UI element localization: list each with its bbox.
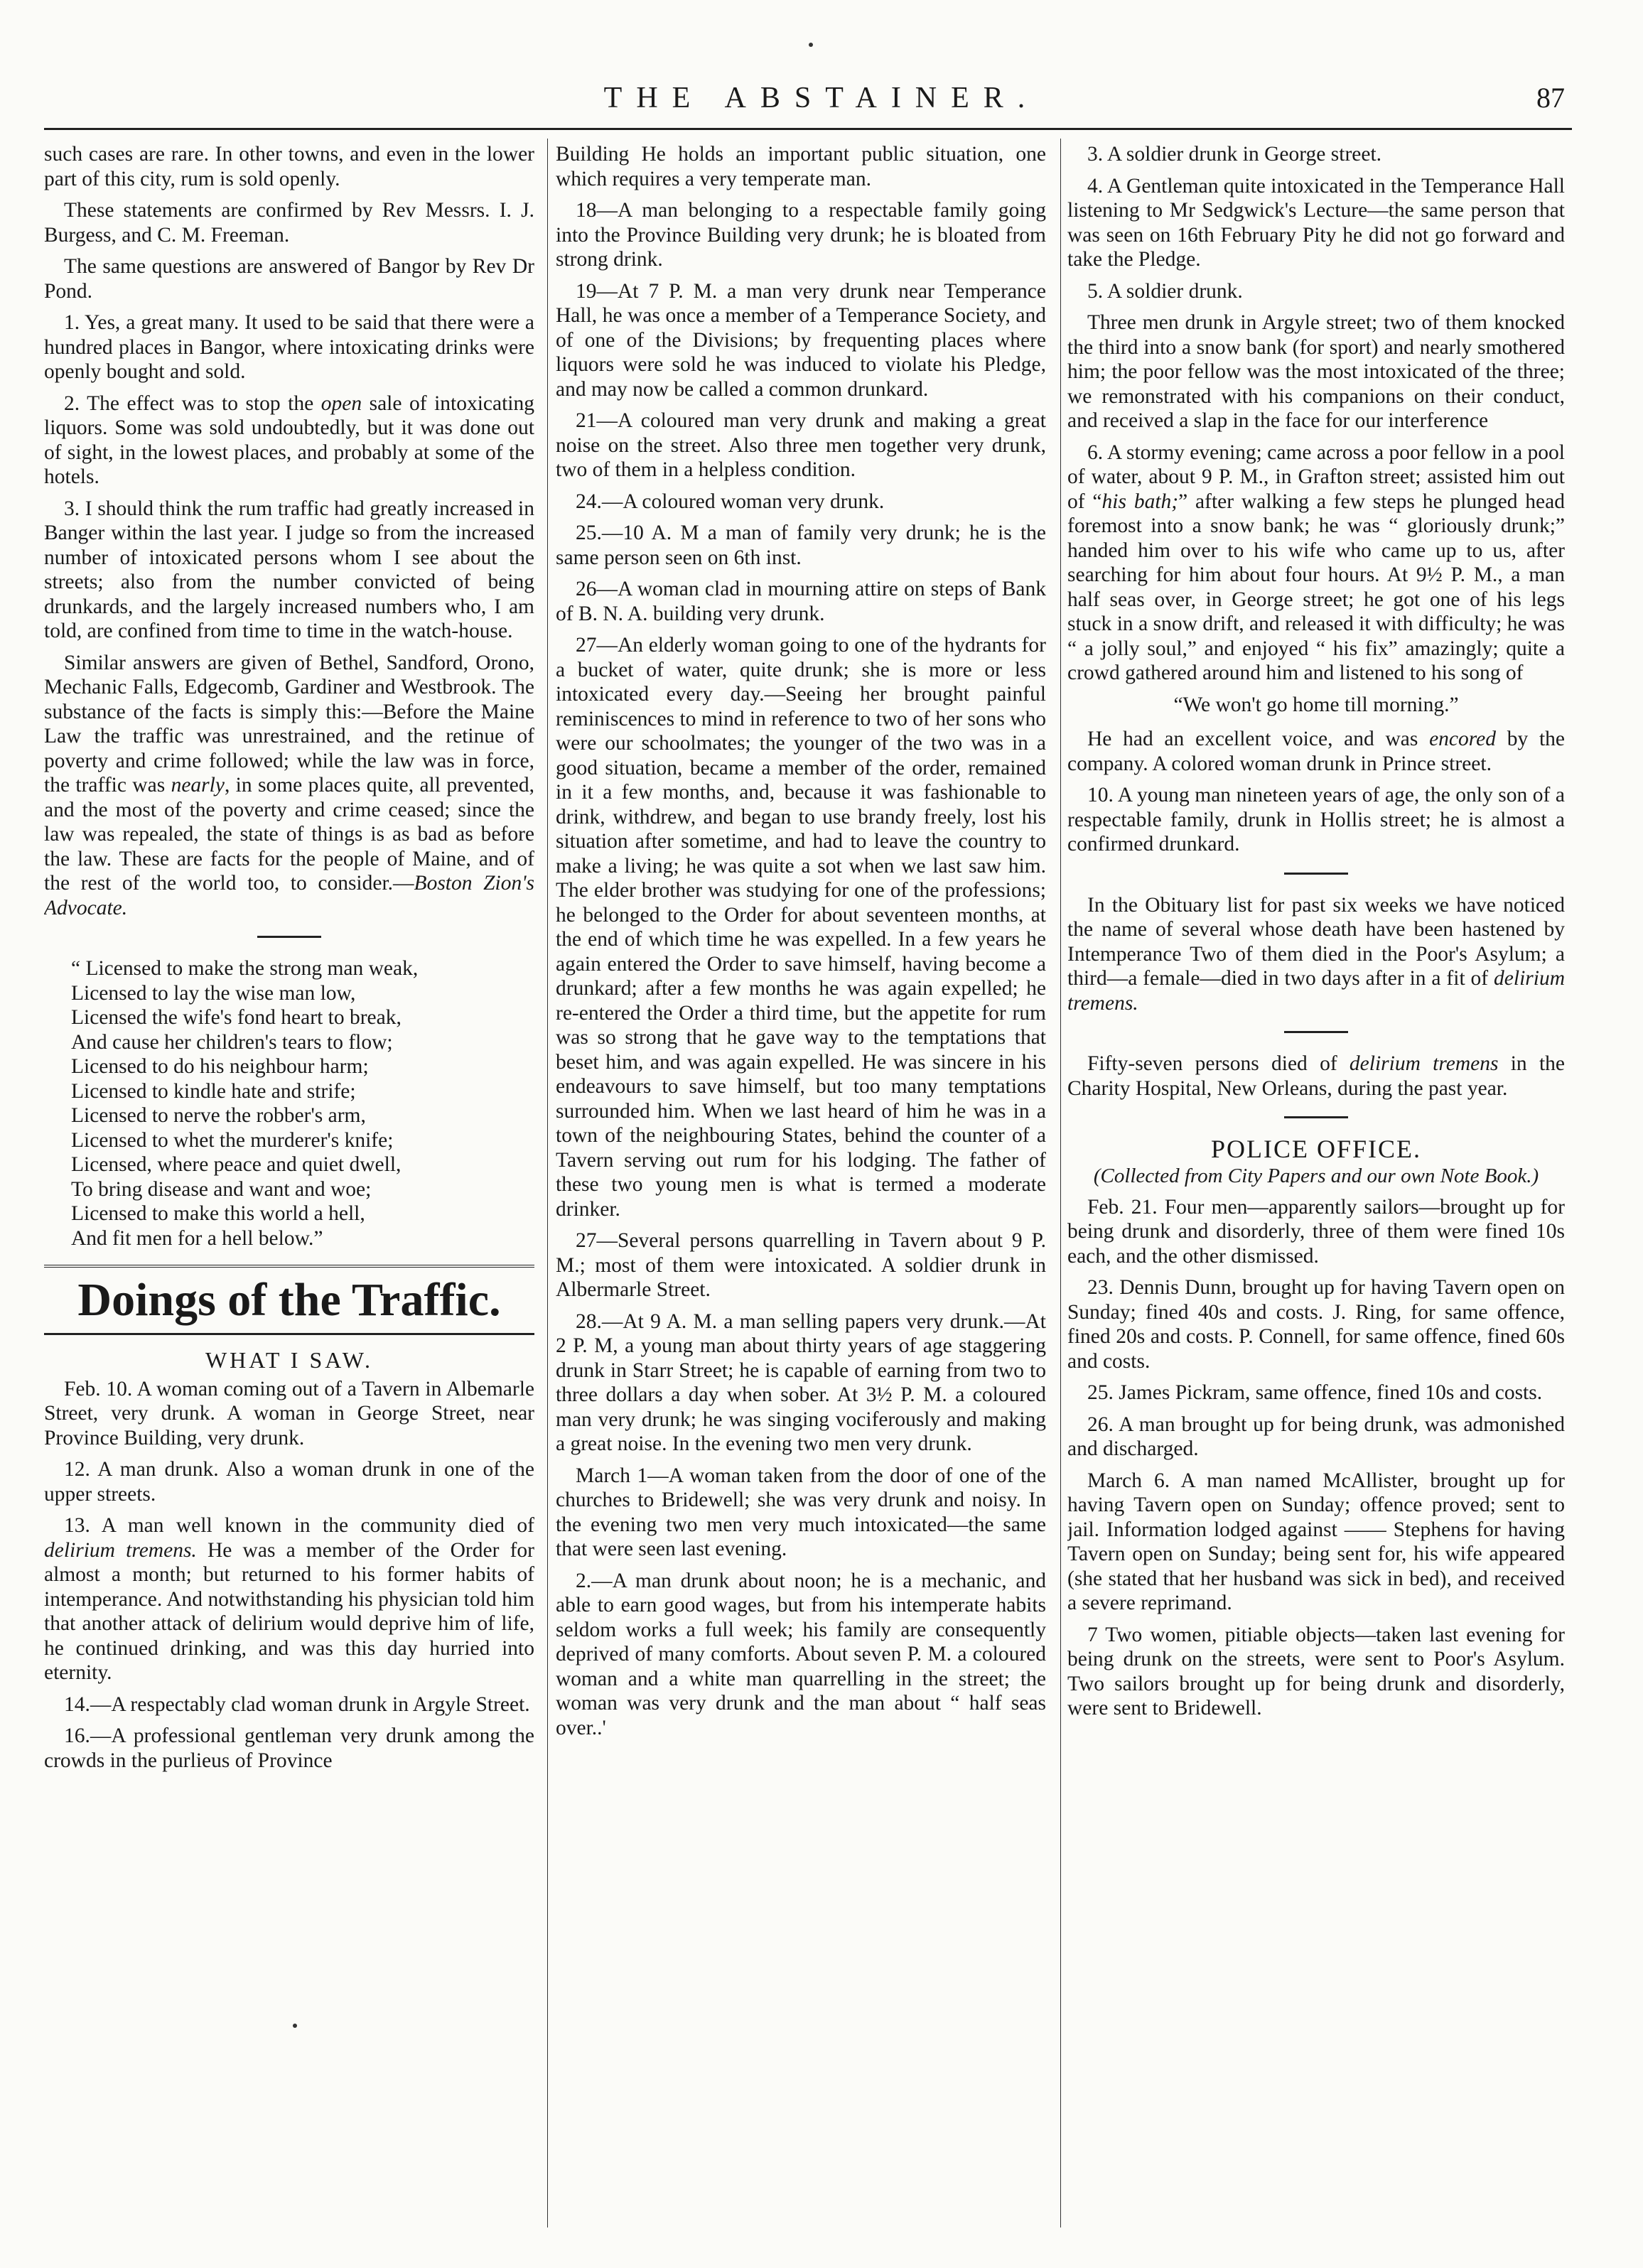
- police-office-subheading: (Collected from City Papers and our own Note Book.): [1093, 1164, 1539, 1187]
- column-divider: [547, 139, 548, 2228]
- column-2: [556, 142, 1046, 2238]
- poem-line: “ Licensed to make the strong man weak,: [71, 957, 419, 980]
- poem-line: And fit men for a hell below.”: [71, 1226, 323, 1250]
- poem-line: And cause her children's tears to flow;: [71, 1030, 393, 1054]
- police-office-heading: POLICE OFFICE.: [1210, 1135, 1422, 1163]
- paragraph: 7 Two women, pitiable objects—taken last evening for being drunk on the streets, were sent to Poor's Asylum. Two sailors brought up for being drunk and disorderly, were sent to Bridewell.: [1067, 1623, 1565, 1719]
- paragraph: In the Obituary list for past six weeks we have noticed the name of several whose death have been hastened by Intemperance Two of them died in the Poor's Asylum; a third—a female—died in two days after in a fit of delirium tremens.: [1067, 893, 1565, 1015]
- column-divider: [1060, 139, 1061, 2228]
- paragraph: Three men drunk in Argyle street; two of them knocked the third into a snow bank (for sport) and nearly smothered him; the poor fellow was the most intoxicated of the three; we remonstrated with his companions on their conduct, and received a slap in the face for our interference: [1067, 311, 1565, 432]
- paragraph: The same questions are answered of Bangor by Rev Dr Pond.: [44, 255, 534, 303]
- separator-rule: [1284, 1031, 1348, 1033]
- poem-line: Licensed to make this world a hell,: [71, 1202, 365, 1225]
- poem-line: To bring disease and want and woe;: [71, 1177, 372, 1201]
- paragraph: He had an excellent voice, and was encored by the company. A colored woman drunk in Prince street.: [1067, 728, 1565, 775]
- page-header: [0, 77, 1643, 119]
- paragraph: 2. The effect was to stop the open sale of intoxicating liquors. Some was sold undoubtedly, but it was done out of sight, in the lowest places, and probably at some of the hotels.: [44, 392, 534, 488]
- paragraph: Feb. 10. A woman coming out of a Tavern in Albemarle Street, very drunk. A woman in George Street, near Province Building, very drunk.: [44, 1377, 534, 1449]
- poem-line: Licensed, where peace and quiet dwell,: [71, 1153, 402, 1176]
- separator-rule: [257, 936, 321, 938]
- paragraph: 26—A woman clad in mourning attire on steps of Bank of B. N. A. building very drunk.: [556, 578, 1046, 625]
- paragraph: 19—At 7 P. M. a man very drunk near Temperance Hall, he was once a member of a Temperance Society, and of one of the Divisions; by frequenting places where liquors were sold he was induced to violate his Pledge, and may now be called a common drunkard.: [556, 279, 1046, 401]
- paragraph: 28.—At 9 A. M. a man selling papers very drunk.—At 2 P. M, a young man about thirty years of age staggering drunk in Starr Street; he is capable of earning from two to three dollars a day when sober. At 3½ P. M. a coloured man very drunk; he was singing vociferously and making a great noise. In the evening two men very drunk.: [556, 1310, 1046, 1455]
- separator-rule: [1284, 873, 1348, 875]
- paragraph: 14.—A respectably clad woman drunk in Argyle Street.: [64, 1692, 530, 1716]
- paragraph: March 6. A man named McAllister, brought up for having Tavern open on Sunday; offence proved; sent to jail. Information lodged against —— Stephens for having Tavern open on Sunday; being sent for, his wife appeared (she stated that her husband was sick in bed), and received a severe reprimand.: [1067, 1469, 1565, 1614]
- paragraph: 16.—A professional gentleman very drunk among the crowds in the purlieus of Province: [44, 1724, 534, 1772]
- paragraph: 23. Dennis Dunn, brought up for having Tavern open on Sunday; fined 40s and costs. J. Ring, for same offence, fined 20s and costs. P. Connell, for same offence, fined 60s and costs.: [1067, 1276, 1565, 1373]
- paragraph: 1. Yes, a great many. It used to be said that there were a hundred places in Bangor, where intoxicating drinks were openly bought and sold.: [44, 311, 534, 383]
- paragraph: 18—A man belonging to a respectable family going into the Province Building very drunk; he is bloated from strong drink.: [556, 199, 1046, 271]
- paragraph: 2.—A man drunk about noon; he is a mechanic, and able to earn good wages, but from his intemperate habits seldom works a full week; his family are consequently deprived of many comforts. About seven P. M. a coloured woman and a white man quarrelling in the street; the woman was very drunk and the man about “ half seas over..': [556, 1569, 1046, 1739]
- poem-line: Licensed the wife's fond heart to break,: [71, 1006, 402, 1029]
- paragraph: 6. A stormy evening; came across a poor fellow in a pool of water, about 9 P. M., in Grafton street; assisted him out of “his bath;” after walking a few steps he plunged head foremost into a snow bank; he was “ gloriously drunk;” handed him over to his wife who came up to us, after searching for him about four hours. At 9½ P. M., a man half seas over, in George street; he got one of his legs stuck in a snow drift, and released it with difficulty; he was “ a jolly soul,” and enjoyed “ his fix” amazingly; quite a crowd gathered around him and listened to his song of: [1067, 441, 1565, 684]
- poem-line: Licensed to do his neighbour harm;: [71, 1055, 369, 1078]
- page-number: 87: [1536, 82, 1565, 114]
- separator-rule: [1284, 1116, 1348, 1118]
- paragraph: Feb. 21. Four men—apparently sailors—brought up for being drunk and disorderly, three of them were fined 10s each, and the other dismissed.: [1067, 1195, 1565, 1268]
- paragraph: such cases are rare. In other towns, and even in the lower part of this city, rum is sold openly.: [44, 143, 534, 190]
- subheading: WHAT I SAW.: [205, 1347, 374, 1373]
- paragraph: Fifty-seven persons died of delirium tremens in the Charity Hospital, New Orleans, during the past year.: [1067, 1052, 1565, 1100]
- paragraph: 25. James Pickram, same offence, fined 10s and costs.: [1087, 1381, 1543, 1404]
- print-speck: [293, 2024, 297, 2028]
- paragraph: 27—An elderly woman going to one of the hydrants for a bucket of water, quite drunk; she is more or less intoxicated every day.—Seeing her brought painful reminiscences to mind in reference to two of her sons who were our schoolmates; the younger of the two was in a good situation, became a member of the order, remained in it a few months, and, because it was fashionable to drink, withdrew, and began to use brandy freely, lost his situation after sometime, and had to leave the country to make a living; he was quite a sot when we last saw him. The elder brother was studying for one of the professions; he belonged to the Order for about seventeen months, at the end of which time he was expelled. In a few years he again entered the Order to save himself, having become a drunkard; after a few months he was again expelled; he re-entered the Order a third time, but the appetite for rum was so strong that he gave way to the temptations that beset him, and was again expelled. He was sincere in his endeavours to save himself, but too many temptations surrounded him. When we last heard of him he was in a town of the neighbouring States, behind the counter of a Tavern serving out rum for his lodging. The father of these two young men is what is termed a moderate drinker.: [556, 634, 1046, 1221]
- paragraph: 3. I should think the rum traffic had greatly increased in Banger within the last year. I judge so from the increased number of intoxicated persons whom I see about the streets; also from the number convicted of being drunkards, and the largely increased numbers who, I am told, are confined from time to time in the watch-house.: [44, 497, 534, 642]
- header-rule: [44, 128, 1572, 130]
- poem: [71, 956, 534, 1251]
- paragraph: 3. A soldier drunk in George street.: [1087, 143, 1382, 166]
- poem-line: Licensed to nerve the robber's arm,: [71, 1104, 366, 1127]
- column-1: [44, 142, 534, 2238]
- paragraph: 24.—A coloured woman very drunk.: [576, 490, 885, 513]
- paragraph: Building He holds an important public situation, one which requires a very temperate man.: [556, 143, 1046, 190]
- paragraph: 21—A coloured man very drunk and making a great noise on the street. Also three men together very drunk, two of them in a helpless condition.: [556, 409, 1046, 481]
- song-quote: “We won't go home till morning.”: [1173, 693, 1459, 716]
- page-title: THE ABSTAINER.: [603, 82, 1040, 114]
- paragraph: 10. A young man nineteen years of age, the only son of a respectable family, drunk in Hollis street; he is almost a confirmed drunkard.: [1067, 784, 1565, 855]
- column-3: [1067, 142, 1565, 2238]
- paragraph: Similar answers are given of Bethel, Sandford, Orono, Mechanic Falls, Edgecomb, Gardiner and Westbrook. The substance of the facts is simply this:—Before the Maine Law the traffic was unrestrained, and the retinue of poverty and crime followed; while the law was in force, the traffic was nearly, in some places quite, all prevented, and the most of the poverty and crime ceased; since the law was repealed, the state of things is as bad as before the law. These are facts for the people of Maine, and of the rest of the world too, to consider.—Boston Zion's Advocate.: [44, 651, 534, 919]
- poem-line: Licensed to kindle hate and strife;: [71, 1079, 356, 1103]
- poem-line: Licensed to lay the wise man low,: [71, 981, 356, 1005]
- paragraph: 13. A man well known in the community died of delirium tremens. He was a member of the Order for almost a month; but returned to his former habits of intemperance. And notwithstanding his physician told him that another attack of delirium would deprive him of life, he continued drinking, and was this day hurried into eternity.: [44, 1514, 534, 1684]
- section-heading: Doings of the Traffic.: [44, 1265, 534, 1335]
- paragraph: 26. A man brought up for being drunk, was admonished and discharged.: [1067, 1413, 1565, 1460]
- paragraph: 12. A man drunk. Also a woman drunk in one of the upper streets.: [44, 1458, 534, 1506]
- paragraph: 25.—10 A. M a man of family very drunk; he is the same person seen on 6th inst.: [556, 522, 1046, 569]
- poem-line: Licensed to whet the murderer's knife;: [71, 1128, 394, 1152]
- paragraph: March 1—A woman taken from the door of one of the churches to Bridewell; she was very drunk and noisy. In the evening two men very much intoxicated—the same that were seen last evening.: [556, 1464, 1046, 1560]
- print-speck: [809, 43, 813, 47]
- paragraph: 5. A soldier drunk.: [1087, 279, 1243, 303]
- paragraph: 4. A Gentleman quite intoxicated in the Temperance Hall listening to Mr Sedgwick's Lecture—the same person that was seen on 16th February Pity he did not go forward and take the Pledge.: [1067, 174, 1565, 271]
- paragraph: These statements are confirmed by Rev Messrs. I. J. Burgess, and C. M. Freeman.: [44, 199, 534, 247]
- paragraph: 27—Several persons quarrelling in Tavern about 9 P. M.; most of them were intoxicated. A soldier drunk in Albermarle Street.: [556, 1229, 1046, 1301]
